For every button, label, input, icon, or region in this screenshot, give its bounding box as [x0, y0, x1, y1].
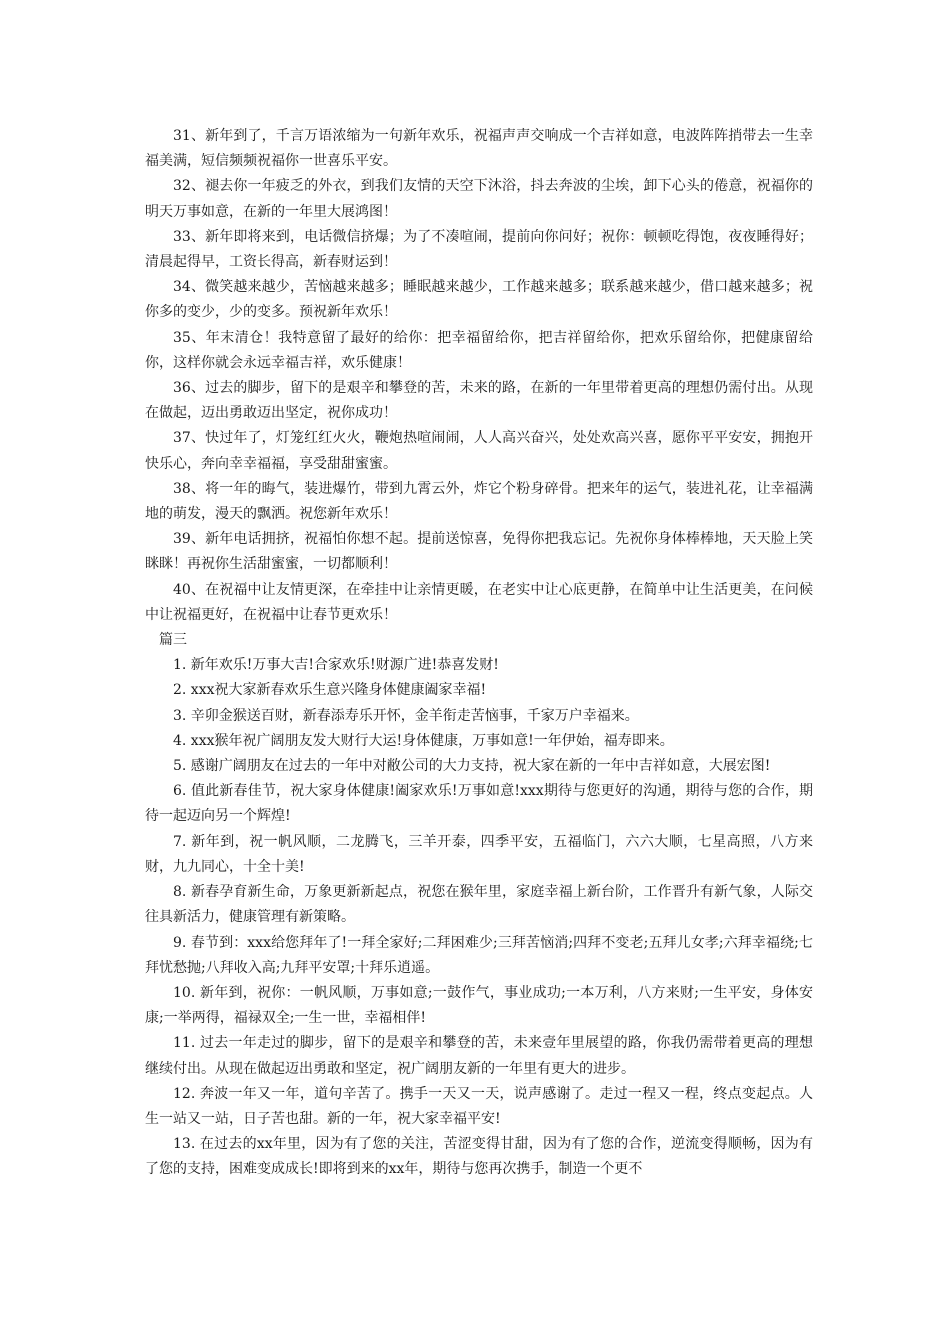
section-heading: 篇三: [159, 632, 187, 649]
item-11: 11. 过去一年走过的脚步，留下的是艰辛和攀登的苦，未来壹年里展望的路，你我仍需带着更高的理想继续付出。从现在做起迈出勇敢和坚定，祝广阔朋友新的一年里有更大的进步。: [145, 1035, 813, 1077]
paragraph-32: 32、褪去你一年疲乏的外衣，到我们友情的天空下沐浴，抖去奔波的尘埃，卸下心头的倦意，祝福你的明天万事如意，在新的一年里大展鸿图！: [145, 178, 813, 220]
greetings-list-part-three: [145, 653, 813, 1182]
document-body: [145, 124, 813, 1183]
paragraph-40: 40、在祝福中让友情更深，在牵挂中让亲情更暖，在老实中让心底更静，在简单中让生活更美，在问候中让祝福更好，在祝福中让春节更欢乐！: [145, 581, 813, 623]
item-9: 9. 春节到：xxx给您拜年了!一拜全家好;二拜困难少;三拜苦恼消;四拜不变老;五拜儿女孝;六拜幸福绕;七拜忧愁抛;八拜收入高;九拜平安罩;十拜乐逍遥。: [145, 934, 813, 976]
item-7: 7. 新年到，祝一帆风顺，二龙腾飞，三羊开泰，四季平安，五福临门，六六大顺，七星高照，八方来财，九九同心，十全十美!: [145, 833, 813, 875]
paragraph-33: 33、新年即将来到，电话微信挤爆；为了不凑喧闹，提前向你问好；祝你：顿顿吃得饱，夜夜睡得好；清晨起得早，工资长得高，新春财运到！: [145, 228, 813, 271]
paragraph-35: 35、年末清仓！我特意留了最好的给你：把幸福留给你，把吉祥留给你，把欢乐留给你，把健康留给你，这样你就会永远幸福吉祥，欢乐健康！: [145, 329, 813, 371]
item-10: 10. 新年到，祝你：一帆风顺，万事如意;一鼓作气，事业成功;一本万利，八方来财;一生平安，身体安康;一举两得，福禄双全;一生一世，幸福相伴!: [145, 984, 813, 1027]
paragraph-38: 38、将一年的晦气，装进爆竹，带到九霄云外，炸它个粉身碎骨。把来年的运气，装进礼花，让幸福满地的萌发，漫天的飘洒。祝您新年欢乐！: [145, 480, 813, 523]
item-6: 6. 值此新春佳节，祝大家身体健康!阖家欢乐!万事如意!xxx期待与您更好的沟通，期待与您的合作，期待一起迈向另一个辉煌!: [145, 783, 813, 825]
paragraph-37: 37、快过年了，灯笼红红火火，鞭炮热喧闹闹，人人高兴奋兴，处处欢高兴喜，愿你平平安安，拥抱开快乐心，奔向幸幸福福，享受甜甜蜜蜜。: [145, 430, 813, 472]
item-4: 4. xxx猴年祝广阔朋友发大财行大运!身体健康，万事如意!一年伊始，福寿即来。: [173, 732, 674, 749]
paragraph-34: 34、微笑越来越少，苦恼越来越多；睡眠越来越少，工作越来越多；联系越来越少，借口越来越多；祝你多的变少，少的变多。预祝新年欢乐！: [145, 279, 813, 321]
paragraph-36: 36、过去的脚步，留下的是艰辛和攀登的苦，未来的路，在新的一年里带着更高的理想仍需付出。从现在做起，迈出勇敢迈出坚定，祝你成功！: [145, 380, 813, 422]
item-8: 8. 新春孕育新生命，万象更新新起点，祝您在猴年里，家庭幸福上新台阶，工作晋升有新气象，人际交往具新活力，健康管理有新策略。: [145, 884, 813, 926]
item-1: 1. 新年欢乐!万事大吉!合家欢乐!财源广进!恭喜发财!: [173, 657, 499, 674]
paragraph-31: 31、新年到了，千言万语浓缩为一句新年欢乐，祝福声声交响成一个吉祥如意，电波阵阵捎带去一生幸福美满，短信频频祝福你一世喜乐平安。: [145, 128, 813, 170]
item-12: 12. 奔波一年又一年，道句辛苦了。携手一天又一天，说声感谢了。走过一程又一程，终点变起点。人生一站又一站，日子苦也甜。新的一年，祝大家幸福平安!: [145, 1085, 813, 1127]
item-5: 5. 感谢广阔朋友在过去的一年中对敝公司的大力支持，祝大家在新的一年中吉祥如意，大展宏图!: [173, 758, 771, 775]
item-3: 3. 辛卯金猴送百财，新春添寿乐开怀，金羊衔走苦恼事，千家万户幸福来。: [173, 707, 639, 724]
paragraph-39: 39、新年电话拥挤，祝福怕你想不起。提前送惊喜，免得你把我忘记。先祝你身体棒棒地，天天脸上笑眯眯！再祝你生活甜蜜蜜，一切都顺利！: [145, 531, 813, 573]
item-13: 13. 在过去的xx年里，因为有了您的关注，苦涩变得甘甜，因为有了您的合作，逆流变得顺畅，因为有了您的支持，困难变成成长!即将到来的xx年，期待与您再次携手，制造一个更不: [145, 1136, 813, 1178]
greetings-list-31-40: [145, 124, 813, 628]
item-2: 2. xxx祝大家新春欢乐生意兴隆身体健康阖家幸福!: [173, 682, 487, 699]
